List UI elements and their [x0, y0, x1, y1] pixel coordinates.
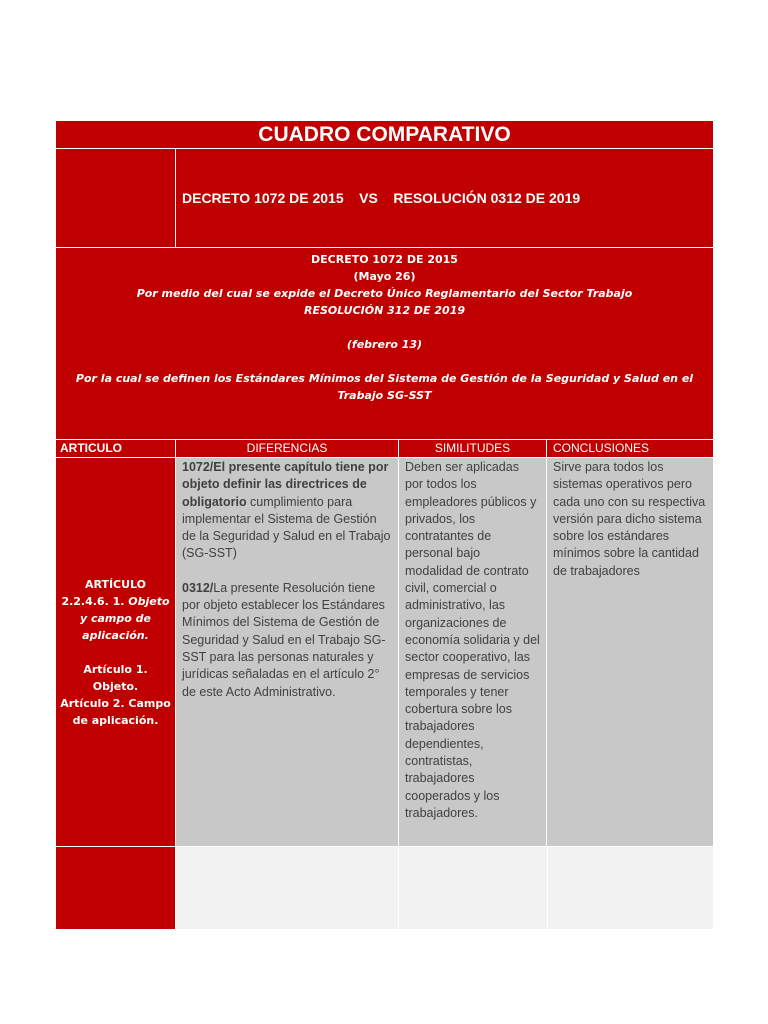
intro-resolucion-date: (febrero 13) — [346, 338, 423, 351]
empty-cell-diferencias — [176, 847, 399, 929]
cell-similitudes: Deben ser aplicadas por todos los empleadores públicos y privados, los contratantes de personal bajo modalidad de contrato civil, comercial o administrativo, las organizaciones de economía solidaria y del sector cooperativo, las empresas de servicios temporales y tener cobertura sobre los trabajadores dependientes, contratistas, trabajadores cooperados y los trabajadores. — [399, 458, 547, 846]
articulo-ref-2: Artículo 1. Objeto. — [83, 662, 148, 693]
subtitle-row — [56, 149, 713, 248]
table-row-empty — [56, 846, 713, 929]
empty-cell-similitudes — [399, 847, 547, 929]
empty-cell-articulo — [56, 847, 176, 929]
subtitle-text: DECRETO 1072 DE 2015 VS RESOLUCIÓN 0312 DE 2019 — [176, 149, 713, 247]
cell-articulo — [56, 458, 176, 846]
header-similitudes: SIMILITUDES — [399, 440, 547, 457]
column-headers — [56, 439, 713, 457]
table-row — [56, 457, 713, 846]
diferencias-1072: 1072/El presente capítulo tiene por objeto definir las directrices de obligatorio cumplimiento para implementar el Sistema de Gestión de la Seguridad y Salud en el Trabajo (SG-SST) — [182, 460, 391, 561]
cell-conclusiones: Sirve para todos los sistemas operativos pero cada uno con su respectiva versión para dicho sistema sobre los estándares mínimos sobre la cantidad de trabajadores — [547, 458, 713, 846]
empty-cell-conclusiones — [548, 847, 713, 929]
header-conclusiones: CONCLUSIONES — [553, 441, 650, 455]
intro-block — [56, 248, 713, 439]
intro-resolucion: RESOLUCIÓN 312 DE 2019 — [303, 304, 466, 317]
articulo-ref-3: Artículo 2. Campo de aplicación. — [60, 696, 171, 727]
intro-decreto-date: (Mayo 26) — [353, 270, 416, 283]
intro-resolucion-desc: Por la cual se definen los Estándares Mínimos del Sistema de Gestión de la Seguridad y Salud en el Trabajo SG-SST — [75, 372, 694, 402]
intro-decreto-desc: Por medio del cual se expide el Decreto Único Reglamentario del Sector Trabajo — [136, 287, 633, 300]
diferencias-0312: 0312/La presente Resolución tiene por objeto establecer los Estándares Mínimos del Sistema de Gestión de Seguridad y Salud en el Trabajo SG-SST para las personas naturales y jurídicas señaladas en el artículo 2° de este Acto Administrativo. — [182, 580, 386, 699]
cell-diferencias — [176, 458, 399, 846]
articulo-ref-1: ARTÍCULO 2.2.4.6. 1. Objeto y campo de aplicación. — [61, 577, 170, 642]
header-articulo: ARTICULO — [56, 440, 176, 457]
intro-decreto: DECRETO 1072 DE 2015 — [311, 253, 458, 266]
header-diferencias: DIFERENCIAS — [176, 440, 399, 457]
comparison-table — [56, 121, 713, 929]
subtitle-left-cell — [56, 149, 176, 247]
table-title: CUADRO COMPARATIVO — [56, 121, 713, 149]
